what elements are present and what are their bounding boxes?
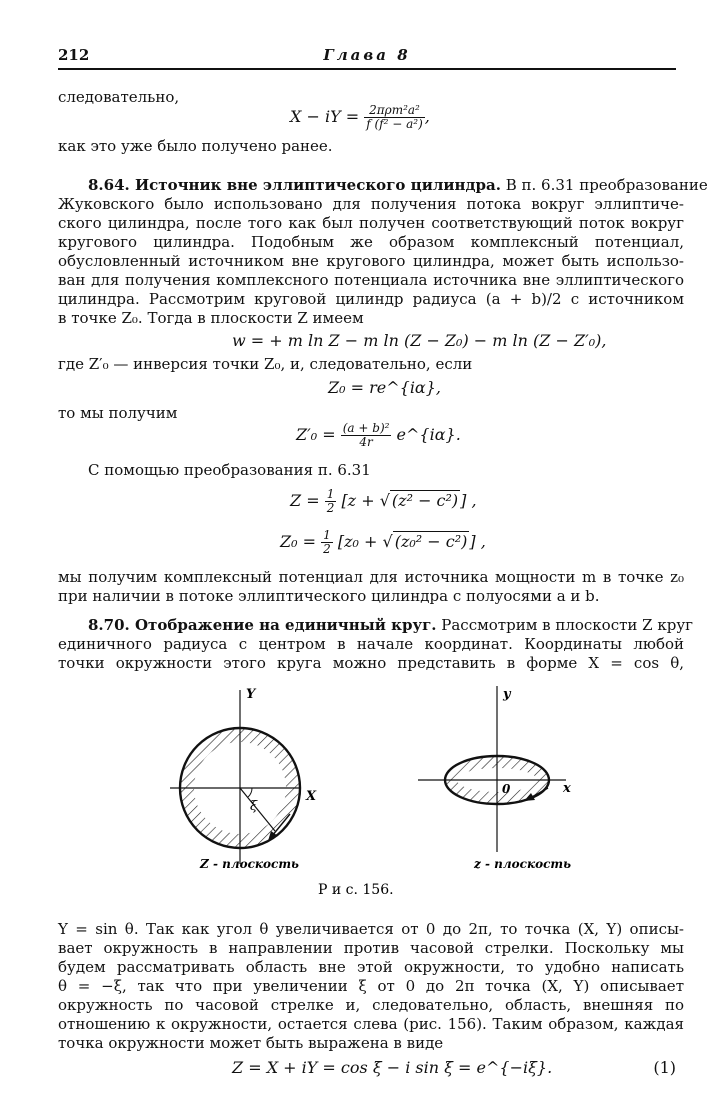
equation-1-left: X − iY =: [290, 107, 365, 126]
section-8-70-title: 8.70. Отображение на единичный круг.: [88, 616, 437, 634]
running-header: [58, 46, 676, 66]
sqrt-sign: √: [379, 491, 390, 510]
equation-1-denominator: f (f² − a²): [366, 117, 423, 131]
origin-label: 0: [502, 782, 511, 796]
text-line: отношению к окружности, остается слева (рис. 156). Таким образом, каждая: [58, 1015, 684, 1033]
equation-4-tail: e^{iα}.: [391, 425, 461, 444]
text-line: цилиндра. Рассмотрим круговой цилиндр радиуса (a + b)/2 с источником: [58, 290, 684, 308]
text-line: θ = −ξ, так что при увеличении ξ от 0 до 2π точка (X, Y) описывает: [58, 977, 684, 995]
text-line: единичного радиуса с центром в начале координат. Координаты любой: [58, 635, 684, 653]
text-line: точка окружности может быть выражена в виде: [58, 1034, 444, 1052]
equation-6-half-denominator: 2: [323, 542, 331, 556]
equation-5-half-denominator: 2: [326, 501, 335, 515]
equation-3: Z₀ = re^{iα},: [328, 378, 441, 397]
text-line: мы получим комплексный потенциал для источника мощности m в точке z₀: [58, 568, 684, 586]
equation-4-denominator: 4r: [359, 435, 373, 449]
page-number: 212: [58, 46, 90, 64]
equation-6-left: Z₀ =: [280, 532, 322, 551]
equation-1-tail: ,: [424, 107, 430, 126]
sqrt-sign: √: [382, 532, 393, 551]
section-8-70-text: Рассмотрим в плоскости Z круг: [436, 616, 694, 634]
equation-6-half-numerator: 1: [323, 528, 331, 542]
text-line: где Z′₀ — инверсия точки Z₀, и, следовательно, если: [58, 355, 473, 373]
equation-5-end: ] ,: [460, 491, 477, 510]
equation-4-left: Z′₀ =: [296, 425, 341, 444]
equation-4-numerator: (a + b)²: [342, 421, 390, 435]
text-line: ского цилиндра, после того как был получен соответствующий поток вокруг: [58, 214, 684, 232]
text-line: окружность по часовой стрелке и, следовательно, область, внешняя по: [58, 996, 684, 1014]
equation-5-half-numerator: 1: [326, 487, 335, 501]
text-line: Y = sin θ. Так как угол θ увеличивается от 0 до 2π, то точка (X, Y) описы-: [58, 920, 684, 938]
plane-label-z: z - плоскость: [474, 857, 572, 871]
text-line: при наличии в потоке эллиптического цилиндра с полуосями a и b.: [58, 587, 600, 605]
figure-right-z-plane: [418, 686, 571, 871]
equation-6-radicand: (z₀² − c²): [394, 532, 468, 551]
angle-label-xi: ξ: [250, 799, 258, 814]
section-8-64-first-line: [88, 176, 708, 195]
equation-4: [296, 422, 461, 449]
equation-7: Z = X + iY = cos ξ − i sin ξ = e^{−iξ}.: [232, 1058, 553, 1077]
text-line: Жуковского было использовано для получения потока вокруг эллиптиче-: [58, 195, 684, 213]
text-line: будем рассматривать область вне этой окружности, то удобно написать: [58, 958, 684, 976]
text-line: в точке Z₀. Тогда в плоскости Z имеем: [58, 309, 364, 327]
equation-1-numerator: 2πρm²a²: [364, 104, 425, 118]
section-8-70-first-line: [88, 616, 694, 635]
equation-5: [290, 488, 477, 515]
chapter-title: Глава 8: [323, 46, 411, 64]
axis-label-Y: Y: [246, 687, 256, 702]
text-line: ван для получения комплексного потенциала источника вне эллиптического: [58, 271, 684, 289]
equation-2: w = + m ln Z − m ln (Z − Z₀) − m ln (Z − Z′₀),: [232, 331, 607, 350]
plane-label-Z: Z - плоскость: [200, 857, 299, 871]
equation-1-fraction: [364, 104, 425, 131]
equation-1: [290, 104, 430, 131]
equation-7-number: (1): [653, 1058, 676, 1077]
text-line: следовательно,: [58, 88, 180, 106]
figure-156: [0, 676, 720, 916]
equation-5-half: [325, 488, 337, 515]
axis-label-X: X: [306, 789, 317, 804]
equation-5-radicand: (z² − c²): [391, 491, 459, 510]
section-8-64-title: 8.64. Источник вне эллиптического цилиндра.: [88, 176, 501, 194]
equation-6-bracket: [z₀ +: [337, 532, 383, 551]
section-8-64-text: В п. 6.31 преобразование: [500, 176, 708, 194]
text-line: вает окружность в направлении против часовой стрелки. Поскольку мы: [58, 939, 684, 957]
text-line: С помощью преобразования п. 6.31: [88, 461, 371, 479]
equation-4-fraction: [341, 422, 392, 449]
text-line: то мы получим: [58, 404, 178, 422]
header-rule: [58, 68, 676, 70]
equation-6-half: [321, 529, 333, 556]
text-line: как это уже было получено ранее.: [58, 137, 333, 155]
figure-left-z-plane: [170, 687, 317, 871]
text-line: кругового цилиндра. Подобным же образом комплексный потенциал,: [58, 233, 684, 251]
equation-6: [280, 529, 486, 556]
equation-6-end: ] ,: [469, 532, 486, 551]
figure-caption: Р и с. 156.: [318, 882, 394, 898]
equation-5-left: Z =: [290, 491, 325, 510]
equation-5-bracket: [z +: [341, 491, 380, 510]
text-line: обусловленный источником вне кругового цилиндра, может быть использо-: [58, 252, 684, 270]
axis-label-x: x: [563, 781, 571, 796]
text-line: точки окружности этого круга можно представить в форме X = cos θ,: [58, 654, 684, 672]
axis-label-y: y: [503, 687, 511, 702]
